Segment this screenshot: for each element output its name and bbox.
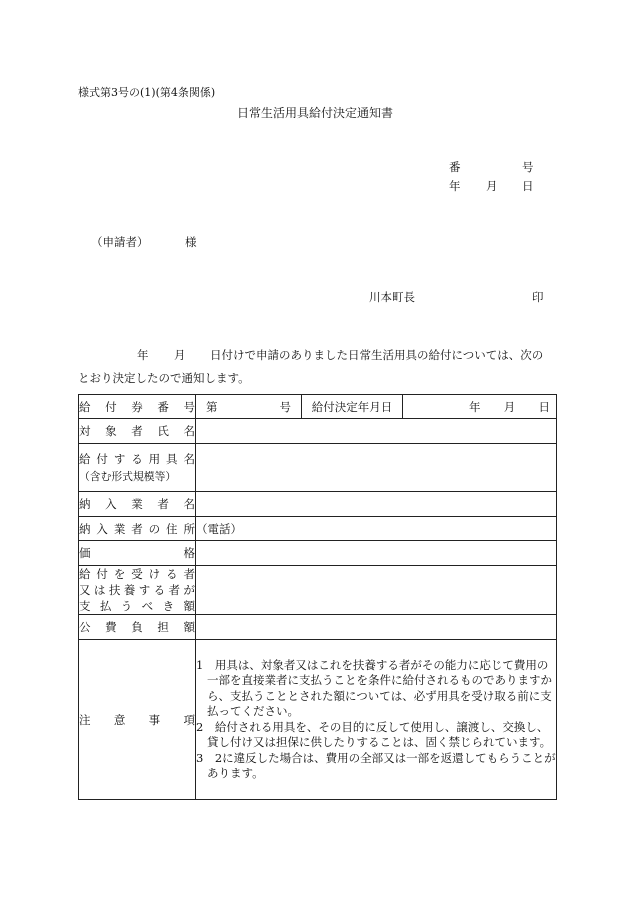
decision-year: 年: [469, 399, 481, 414]
seal-mark: 印: [532, 290, 544, 304]
payer-label-line1: 給 付 を 受 け る 者: [79, 567, 195, 581]
payer-label-line2: 又 は 扶 養 す る 者 が: [79, 583, 195, 597]
voucher-number-cell: [196, 395, 302, 419]
vendor-name-label-cell: [79, 492, 196, 517]
applicant-label: （申請者）: [91, 235, 149, 249]
vendor-address-label: 納 入 業 者 の 住 所: [79, 521, 195, 536]
subject-name-label-cell: [79, 419, 196, 444]
issue-date-day: 日: [522, 179, 534, 193]
form-number-label: 様式第3号の(1)(第4条関係): [78, 86, 216, 99]
body-month: 月: [174, 348, 186, 362]
table-row-notes: [79, 640, 557, 800]
equipment-value: [196, 444, 557, 492]
voucher-label-cell: [79, 395, 196, 419]
decision-date-label: 給付決定年月日: [302, 395, 403, 419]
equipment-label-line2: （含む形式規模等）: [79, 470, 177, 483]
price-label: 価 格: [79, 546, 195, 560]
body-line-2: とおり決定したので通知します。: [78, 371, 250, 385]
price-label-cell: [79, 541, 196, 566]
table-row-public-share: [79, 615, 557, 640]
document-number-suffix: 号: [522, 160, 534, 174]
body-text-line1: 日付けで申請のありました日常生活用具の給付については、次の: [210, 348, 544, 362]
body-year: 年: [137, 348, 149, 362]
document-number-label: 番: [449, 160, 461, 174]
decision-month: 月: [503, 399, 516, 414]
note-item: 1 用具は、対象者又はこれを扶養する者がその能力に応じて費用の一部を直接業者に支払うことを条件に給付されるものでありますから、支払うこととされた額については、必ず用具を受け取る前に支払ってください。: [196, 657, 552, 718]
vendor-phone-label: （電話）: [196, 517, 557, 541]
price-value: [196, 541, 557, 566]
note-item: 2 給付される用具を、その目的に反して使用し、譲渡し、交換し、貸し付け又は担保に供したりすることは、固く禁じられています。: [196, 719, 552, 749]
table-row-price: [79, 541, 557, 566]
voucher-suffix: 号: [279, 399, 291, 414]
decision-day: 日: [538, 399, 550, 414]
public-share-value: [196, 615, 557, 640]
table-row-equipment: [79, 444, 557, 492]
issuer-title: 川本町長: [369, 290, 415, 304]
table-row-payer-amount: [79, 566, 557, 615]
benefit-decision-table: [78, 394, 557, 800]
applicant-honorific: 様: [185, 235, 197, 249]
equipment-label-line1: 給 付 す る 用 具 名: [79, 452, 195, 466]
vendor-address-label-cell: [79, 517, 196, 541]
notes-label: 注 意 事 項: [79, 712, 195, 727]
public-share-label: 公 費 負 担 額: [79, 620, 195, 634]
table-row-subject-name: [79, 419, 557, 444]
table-row-voucher: [79, 395, 557, 419]
note-item: 3 2に違反した場合は、費用の全部又は一部を返還してもらうことがあります。: [196, 750, 556, 780]
issue-date-year: 年: [449, 179, 461, 193]
payer-amount-label-cell: [79, 566, 196, 615]
document-title: 日常生活用具給付決定通知書: [236, 106, 393, 120]
subject-name-label: 対 象 者 氏 名: [79, 424, 195, 438]
notes-label-cell: [79, 640, 196, 800]
notes-cell: [196, 640, 557, 800]
payer-amount-value: [196, 566, 557, 615]
voucher-label: 給 付 券 番 号: [79, 399, 195, 414]
table-row-vendor-name: [79, 492, 557, 517]
public-share-label-cell: [79, 615, 196, 640]
equipment-label-cell: [79, 444, 196, 492]
vendor-name-value: [196, 492, 557, 517]
voucher-prefix: 第: [206, 399, 218, 414]
payer-label-line3: 支 払 う べ き 額: [79, 599, 195, 613]
vendor-name-label: 納 入 業 者 名: [79, 497, 195, 511]
table-row-vendor-address: [79, 517, 557, 541]
decision-date-cell: [403, 395, 557, 419]
issue-date-month: 月: [486, 179, 498, 193]
subject-name-value: [196, 419, 557, 444]
